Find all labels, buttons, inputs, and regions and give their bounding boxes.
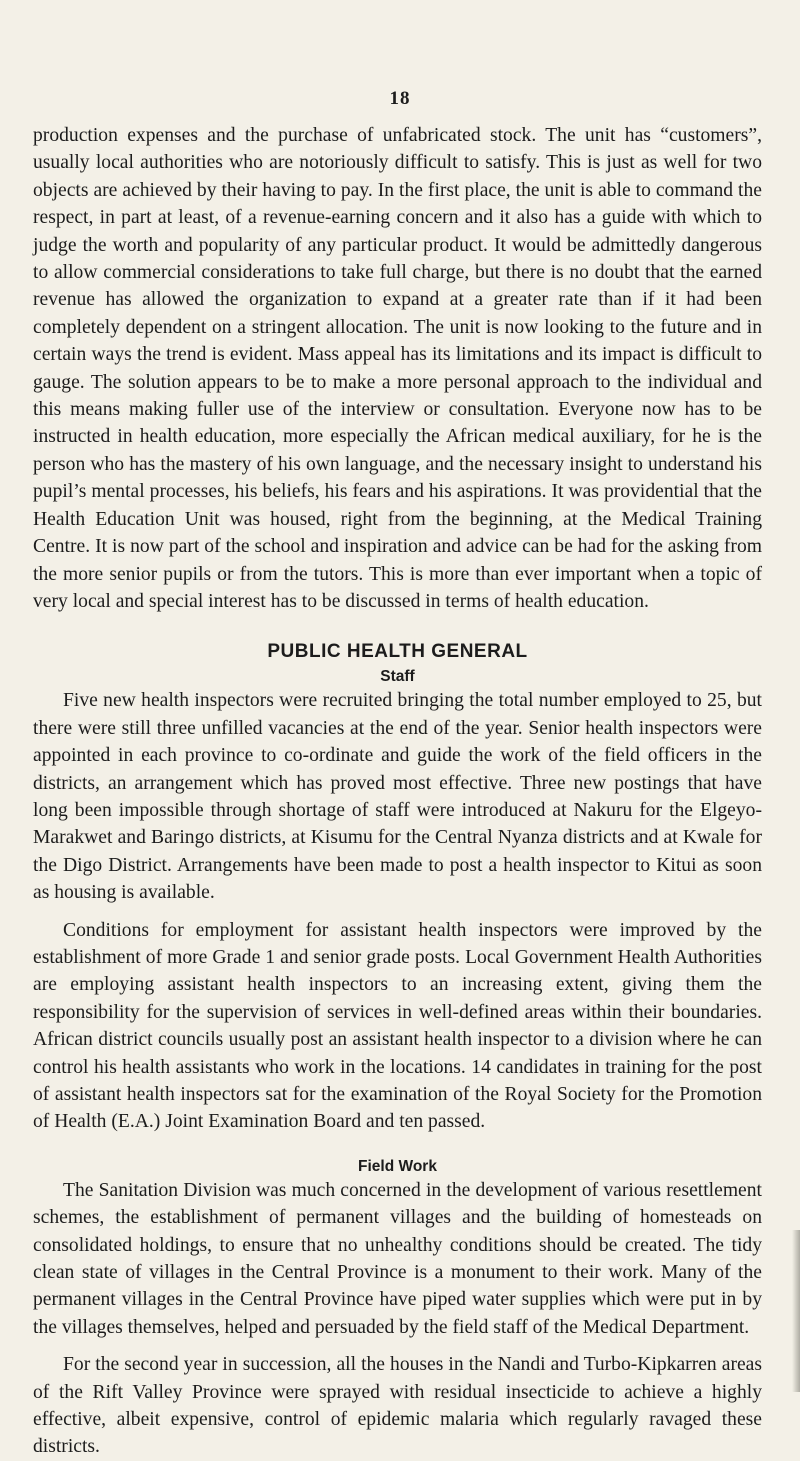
paragraph-conditions: Conditions for employment for assistant health inspectors were improved by the establishment of more Grade 1 and senior grade posts. Local Government Health Authorities are employing assistant health inspectors to an increasing extent, giving them the responsibility for the supervision of services in well-defined areas within their boundaries. African district councils usually post an assistant health inspector to a division where he can control his health assistants who work in the locations. 14 candidates in training for the post of assistant health inspectors sat for the examination of the Royal Society for the Promotion of Health (E.A.) Joint Examination Board and ten passed. (33, 919, 762, 1133)
paragraph-health-education-unit: production expenses and the purchase of unfabricated stock. The unit has “customers”, usually local authorities who are notoriously difficult to satisfy. This is just as well for two objects are achieved by their having to pay. In the first place, the unit is able to command the respect, in part at least, of a revenue-earning concern and it also has a guide with which to judge the worth and popularity of any particular product. It would be admittedly dangerous to allow commercial considerations to take full charge, but there is no doubt that the earned revenue has allowed the organization to expand at a greater rate than if it had been completely dependent on a stringent allocation. The unit is now looking to the future and in certain ways the trend is evident. Mass appeal has its limitations and its impact is difficult to gauge. The solution appears to be to make a more personal approach to the individual and this means making fuller use of the interview or consultation. Everyone now has to be instructed in health education, more especially the African medical auxiliary, for he is the person who has the mastery of his own language, and the necessary insight to understand his pupil’s mental processes, his beliefs, his fears and his aspirations. It was providential that the Health Education Unit was housed, right from the beginning, at the Medical Training Centre. It is now part of the school and inspiration and advice can be had for the asking from the more senior pupils or from the tutors. This is more than ever important when a topic of very local and special interest has to be discussed in terms of health education. (33, 125, 762, 612)
paragraph-sanitation: The Sanitation Division was much concerned in the development of various resettlement schemes, the establishment of permanent villages and the building of homesteads on consolidated holdings, to ensure that no unhealthy conditions should be created. The tidy clean state of villages in the Central Province is a monument to their work. Many of the permanent villages in the Central Province have piped water supplies which were put in by the villages themselves, helped and persuaded by the field staff of the Medical Department. (33, 1179, 762, 1338)
subheading-field-work: Field Work (358, 1157, 437, 1175)
section-title: PUBLIC HEALTH GENERAL (267, 641, 528, 663)
paragraph-staff: Five new health inspectors were recruited bringing the total number employed to 25, but there were still three unfilled vacancies at the end of the year. Senior health inspectors were appointed in each province to co-ordinate and guide the work of the field officers in the districts, an arrangement which has proved most effective. Three new postings that have long been impossible through shortage of staff were introduced at Nakuru for the Elgeyo-Marakwet and Baringo districts, at Kisumu for the Central Nyanza districts and at Kwale for the Digo District. Arrangements have been made to post a health inspector to Kitui as soon as housing is available. (33, 690, 762, 904)
body-text (33, 122, 762, 1461)
subheading-staff: Staff (380, 668, 415, 686)
page-edge-shadow (792, 1230, 800, 1392)
paragraph-malaria: For the second year in succession, all the houses in the Nandi and Turbo-Kipkarren areas of the Rift Valley Province were sprayed with residual insecticide to achieve a highly effective, albeit expensive, control of epidemic malaria which regularly ravaged these districts. (33, 1354, 762, 1458)
page-number: 18 (389, 88, 411, 109)
